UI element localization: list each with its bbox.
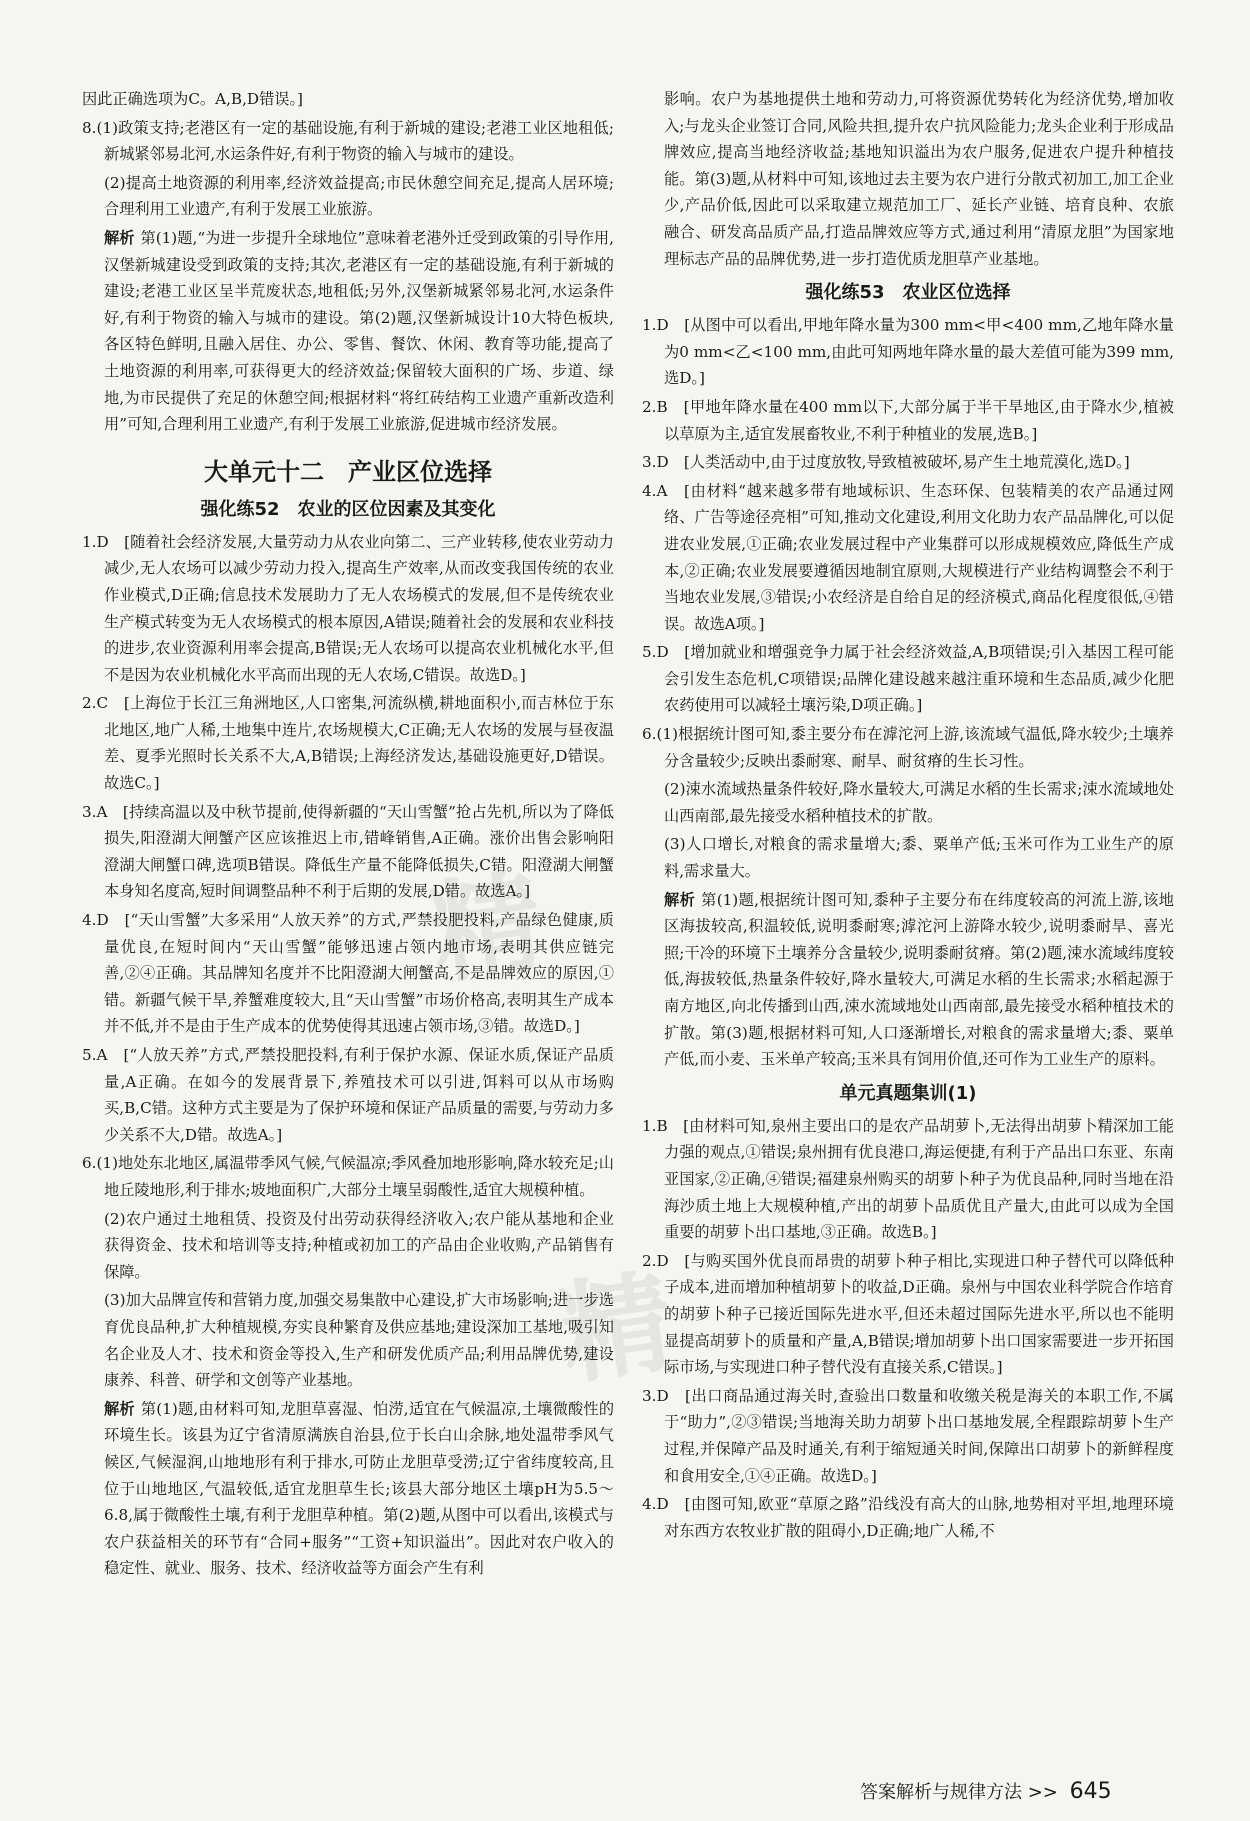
answer-item: 1.B [由材料可知,泉州主要出口的是农产品胡萝卜,无法得出胡萝卜精深加工能力强的观点,①错误;泉州拥有优良港口,海运便捷,有利于产品出口东亚、东南亚国家,②正确,④错误;福建泉州购买的胡萝卜种子为优良品种,同时当地在沿海沙质土地上大规模种植,产出的胡萝卜品质优且产量大,由此可以成为全国重要的胡萝卜出口基地,③正确。故选B。] [642,1116,1174,1242]
analysis-6 [82,1396,614,1582]
answer-item: 5.D [增加就业和增强竞争力属于社会经济效益,A,B项错误;引入基因工程可能会引发生态危机,C项错误;品牌化建设越来越注重环境和生态品质,减少化肥农药使用可以减轻土壤污染,D项正确。] [642,643,1174,715]
answer-item-8-2: (2)提高土地资源的利用率,经济效益提高;市民休憩空间充足,提高人居环境;合理利用工业遗产,有利于发展工业旅游。 [104,173,614,219]
answer-item-8-1: 8.(1)政策支持;老港区有一定的基础设施,有利于新城的建设;老港工业区地租低;新城紧邻易北河,水运条件好,有利于物资的输入与城市的建设。 [82,118,614,164]
answer-item: 5.A [“人放天养”方式,严禁投肥投料,有利于保护水源、保证水质,保证产品质量,A正确。在如今的发展背景下,养殖技术可以引进,饵料可以从市场购买,B,C错。这种方式主要是为了保护环境和保证产品质量的需要,与劳动力多少关系不大,D错。故选A。] [82,1046,614,1144]
answer-item-6-2: (2)农户通过土地租赁、投资及付出劳动获得经济收入;农户能从基地和企业获得资金、技术和培训等支持;种植或初加工的产品由企业收购,产品销售有保障。 [104,1209,614,1281]
analysis-label: 解析 [104,228,135,247]
analysis-label: 解析 [664,890,696,909]
answer-item: 4.D [“天山雪蟹”大多采用“人放天养”的方式,严禁投肥投料,产品绿色健康,质量优良,在短时间内“天山雪蟹”能够迅速占领内地市场,表明其供应链完善,②④正确。其品牌知名度并不比阳澄湖大闸蟹高,不是品牌效应的原因,①错。新疆气候干旱,养蟹难度较大,且“天山雪蟹”市场价格高,表明其生产成本并不低,并不是由于生产成本的优势使得其迅速占领市场,③错。故选D。] [82,911,614,1036]
section-title-53: 强化练53 农业区位选择 [805,282,1011,304]
analysis-text: 第(1)题,“为进一步提升全球地位”意味着老港外迁受到政策的引导作用,汉堡新城建设受到政策的支持;其次,老港区有一定的基础设施,有利于新城的建设;老港工业区呈半荒废状态,地租低;另外,汉堡新城紧邻易北河,水运条件好,有利于物资的输入与城市的建设。第(2)题,汉堡新城设计10大特色板块,各区特色鲜明,且融入居住、办公、零售、餐饮、休闲、教育等功能,提高了土地资源的利用率,可获得更大的经济效益;保留较大面积的广场、步道、绿地,为市民提供了充足的休憩空间;根据材料“将红砖结构工业遗产重新改造利用”可知,合理利用工业遗产,有利于发展工业旅游,促进城市经济发展。 [104,228,615,434]
answer-item: 3.A [持续高温以及中秋节提前,使得新疆的“天山雪蟹”抢占先机,所以为了降低损失,阳澄湖大闸蟹产区应该推迟上市,错峰销售,A正确。涨价出售会影响阳澄湖大闸蟹口碑,选项B错误。降低生产量不能降低损失,C错。阳澄湖大闸蟹本身知名度高,短时间调整品种不利于后期的发展,D错。故选A。] [82,802,614,901]
section-title-zhenti: 单元真题集训(1) [839,1082,977,1104]
answer-item: 1.D [随着社会经济发展,大量劳动力从农业向第二、三产业转移,使农业劳动力减少,无人农场可以减少劳动力投入,提高生产效率,从而改变我国传统的农业作业模式,D正确;信息技术发展助力了无人农场模式的发展,但不是传统农业生产模式转变为无人农场模式的根本原因,A错误;随着社会的发展和农业科技的进步,农业资源利用率会提高,B错误;无人农场可以提高农业机械化水平,但不是因为农业机械化水平高而出现的无人农场,C错误。故选D。] [82,532,614,684]
page-number: 645 [1069,1779,1112,1804]
right-column [642,86,1174,1546]
answer-item: 6.(1)地处东北地区,属温带季风气候,气候温凉;季风叠加地形影响,降水较充足;山地丘陵地形,利于排水;坡地面积广,大部分土壤呈弱酸性,适宜大规模种植。 [82,1154,614,1199]
analysis-8 [82,225,614,438]
answer-item-6-3: (3)加大品牌宣传和营销力度,加强交易集散中心建设,扩大市场影响;进一步选育优良品种,扩大种植规模,夯实良种繁育及供应基地;建设深加工基地,吸引知名企业及人才、技术和资金等投入,生产和研发优质产品;利用品牌优势,建设康养、科普、研学和文创等产业基地。 [104,1291,614,1390]
watermark-mxqe-right: 精 [552,1256,688,1400]
unit-title: 大单元十二 产业区位选择 [204,457,492,486]
watermark-mxqe-left: 精 [422,856,558,1000]
left-column [82,86,614,1584]
analysis-text: 第(1)题,由材料可知,龙胆草喜湿、怕涝,适宜在气候温凉,土壤微酸性的环境生长。该县为辽宁省清原满族自治县,位于长白山余脉,地处温带季风气候区,气候湿润,山地地形有利于排水,可防止龙胆草受涝;辽宁省纬度较高,且位于山地地区,气温较低,适宜龙胆草生长;该县大部分地区土壤pH为5.5～6.8,属于微酸性土壤,有利于龙胆草种植。第(2)题,从图中可以看出,该模式与农户获益相关的环节有“合同+服务”“工资+知识溢出”。因此对农户收入的稳定性、就业、服务、技术、经济收益等方面会产生有利 [104,1399,615,1578]
section-title-52: 强化练52 农业的区位因素及其变化 [200,498,496,520]
answer-item: 4.D [由图可知,欧亚“草原之路”沿线没有高大的山脉,地势相对平坦,地理环境对东西方农牧业扩散的阻碍小,D正确;地广人稀,不 [642,1495,1174,1540]
analysis-label: 解析 [104,1399,135,1418]
answer-item: 3.D [人类活动中,由于过度放牧,导致植被破坏,易产生土地荒漠化,选D。] [642,453,1130,472]
analysis-6 [642,887,1174,1073]
answer-item: 6.(1)根据统计图可知,黍主要分布在滹沱河上游,该流域气温低,降水较少;土壤养分含量较少;反映出黍耐寒、耐旱、耐贫瘠的生长习性。 [642,725,1174,770]
answer-item: 2.C [上海位于长江三角洲地区,人口密集,河流纵横,耕地面积小,而吉林位于东北地区,地广人稀,土地集中连片,农场规模大,C正确;无人农场的发展与昼夜温差、夏季光照时长关系不大,A,B错误;上海经济发达,基础设施更好,D错误。故选C。] [82,694,614,793]
footer-text: 答案解析与规律方法 >> [860,1782,1058,1803]
page-footer [860,1778,1112,1804]
answer-item: 2.D [与购买国外优良而昂贵的胡萝卜种子相比,实现进口种子替代可以降低种子成本,进而增加种植胡萝卜的收益,D正确。泉州与中国农业科学院合作培育的胡萝卜种子已接近国际先进水平,但还未超过国际先进水平,所以也不能明显提高胡萝卜的质量和产量,A,B错误;增加胡萝卜出口国家需要进一步开拓国际市场,与实现进口种子替代没有直接关系,C错误。] [642,1251,1174,1377]
analysis-text: 第(1)题,根据统计图可知,黍种子主要分布在纬度较高的河流上游,该地区海拔较高,积温较低,说明黍耐寒;滹沱河上游降水较少,说明黍耐旱、喜光照;干冷的环境下土壤养分含量较少,说明黍耐贫瘠。第(2)题,涑水流域纬度较低,海拔较低,热量条件较好,降水量较大,可满足水稻的生长需求;水稻起源于南方地区,向北传播到山西,涑水流域地处山西南部,最先接受水稻种植技术的扩散。第(3)题,根据材料可知,人口逐渐增长,对粮食的需求量增大;黍、粟单产低,而小麦、玉米单产较高;玉米具有饲用价值,还可作为工业生产的原料。 [664,890,1174,1069]
answer-item: 1.D [从图中可以看出,甲地年降水量为300 mm<甲<400 mm,乙地年降水量为0 mm<乙<100 mm,由此可知两地年降水量的最大差值可能为399 mm,选D。] [642,316,1174,388]
continued-analysis: 影响。农户为基地提供土地和劳动力,可将资源优势转化为经济优势,增加收入;与龙头企业签订合同,风险共担,提升农户抗风险能力;龙头企业利于形成品牌效应,提高当地经济收益;基地知识溢出为农户服务,促进农户提升种植技能。第(3)题,从材料中可知,该地过去主要为农户进行分散式初加工,加工企业少,产品价低,因此可以采取建立规范加工厂、延长产业链、培育良种、农旅融合、研发高品质产品,打造品牌效应等方式,通过利用“清原龙胆”为国家地理标志产品的品牌优势,进一步打造优质龙胆草产业基地。 [664,90,1174,268]
text-line: 因此正确选项为C。A,B,D错误。] [82,90,303,108]
answer-item: 2.B [甲地年降水量在400 mm以下,大部分属于半干旱地区,由于降水少,植被以草原为主,适宜发展畜牧业,不利于种植业的发展,选B。] [642,397,1174,443]
answer-item: 4.A [由材料“越来越多带有地域标识、生态环保、包装精美的农产品通过网络、广告等途径亮相”可知,推动文化建设,利用文化助力农产品品牌化,可以促进农业发展,①正确;农业发展过程中产业集群可以形成规模效应,降低生产成本,②正确;农业发展要遵循因地制宜原则,大规模进行产业结构调整会不利于当地农业发展,③错误;小农经济是自给自足的经济模式,商品化程度很低,④错误。故选A项。] [642,481,1174,633]
answer-item: 3.D [出口商品通过海关时,查验出口数量和收缴关税是海关的本职工作,不属于“助力”,②③错误;当地海关助力胡萝卜出口基地发展,全程跟踪胡萝卜生产过程,并保障产品及时通关,有利于缩短通关时间,保障出口胡萝卜的新鲜程度和食用安全,①④正确。故选D。] [642,1386,1174,1485]
answer-item-6-2: (2)涑水流域热量条件较好,降水量较大,可满足水稻的生长需求;涑水流域地处山西南部,最先接受水稻种植技术的扩散。 [664,780,1174,825]
answer-item-6-3: (3)人口增长,对粮食的需求量增大;黍、粟单产低;玉米可作为工业生产的原料,需求量大。 [664,835,1174,881]
